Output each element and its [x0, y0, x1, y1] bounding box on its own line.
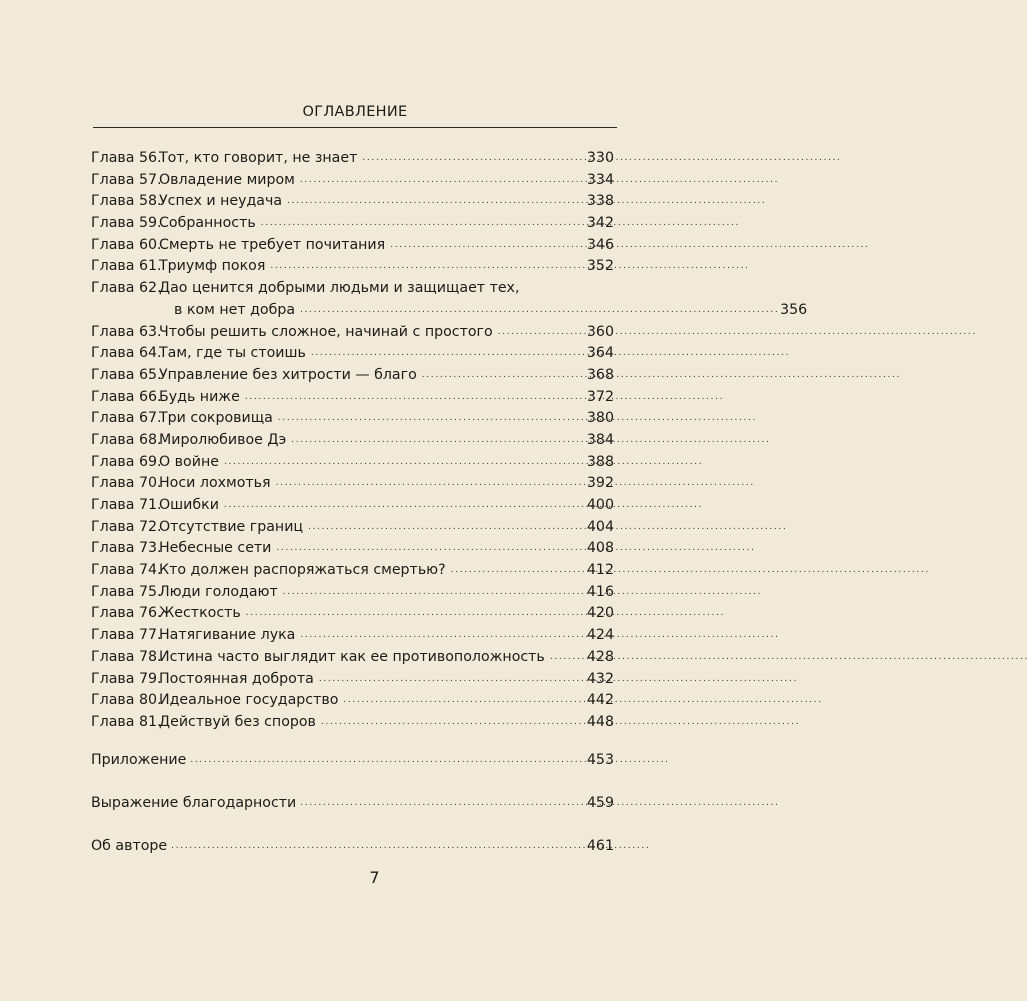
chapter-title: Триумф покоя: [159, 258, 266, 275]
toc-entry-about-author[interactable]: [91, 836, 614, 858]
chapter-label: Глава 57.: [91, 171, 162, 188]
toc-entry-67[interactable]: [91, 408, 614, 430]
page-number: 384: [586, 431, 614, 448]
chapter-title: Истина часто выглядит как ее противоположность: [159, 648, 545, 665]
page-number: 412: [586, 562, 614, 579]
page-number: 352: [586, 258, 614, 275]
chapter-title: Смерть не требует почитания: [159, 236, 386, 253]
toc-entry-66[interactable]: [91, 387, 614, 409]
dot-leader: [287, 192, 584, 206]
dot-leader: [300, 171, 584, 185]
page-number: 356: [780, 301, 808, 318]
toc-entry-64[interactable]: [91, 343, 614, 365]
chapter-title: Миролюбивое Дэ: [159, 431, 287, 448]
dot-leader: [321, 713, 584, 727]
chapter-title: О войне: [159, 453, 219, 470]
dot-leader: [278, 409, 584, 423]
chapter-label: Глава 80.: [91, 692, 162, 709]
page-number: 459: [586, 795, 614, 811]
toc-entry-61[interactable]: [91, 256, 614, 278]
chapter-title: Отсутствие границ: [159, 518, 304, 535]
page-number: 432: [586, 670, 614, 687]
section-title: Приложение: [91, 752, 187, 768]
dot-leader: [171, 837, 584, 851]
section-title: Об авторе: [91, 838, 168, 854]
chapter-title: Тот, кто говорит, не знает: [159, 150, 358, 166]
page-number: 388: [586, 453, 614, 470]
toc-entry-78[interactable]: [91, 647, 614, 669]
dot-leader: [550, 648, 584, 662]
page-number: 420: [586, 605, 614, 622]
dot-leader: [311, 344, 584, 358]
chapter-title: Люди голодают: [159, 583, 278, 600]
chapter-label: Глава 79.: [91, 670, 162, 687]
page-number: 368: [586, 366, 614, 383]
page-number: 424: [586, 627, 614, 644]
chapter-label: Глава 60.: [91, 236, 162, 253]
dot-leader: [270, 257, 584, 271]
toc-entry-80[interactable]: [91, 690, 614, 712]
section-title: Выражение благодарности: [91, 795, 297, 811]
chapter-label: Глава 69.: [91, 453, 162, 470]
chapter-title-continuation: в ком нет добра: [174, 301, 296, 318]
page-number: 448: [586, 713, 614, 730]
page-number: 428: [586, 648, 614, 665]
dot-leader: [422, 366, 584, 380]
dot-leader: [451, 561, 584, 575]
page-number: 392: [586, 475, 614, 492]
chapter-title: Действуй без споров: [159, 713, 316, 730]
chapter-label: Глава 65.: [91, 366, 162, 383]
chapter-label: Глава 64.: [91, 345, 162, 362]
chapter-label: Глава 72.: [91, 518, 162, 535]
page-number: 338: [586, 193, 614, 210]
chapter-title: Жесткость: [159, 605, 241, 622]
toc-entry-appendix[interactable]: [91, 750, 614, 772]
chapter-title: Три сокровища: [159, 410, 273, 427]
dot-leader: [343, 691, 583, 705]
chapter-label: Глава 75.: [91, 583, 162, 600]
chapter-label: Глава 76.: [91, 605, 162, 622]
page-number: 330: [586, 150, 614, 166]
toc-entry-60[interactable]: [91, 235, 614, 257]
toc-entry-79[interactable]: [91, 669, 614, 691]
toc-entry-77[interactable]: [91, 625, 614, 647]
page-number: 346: [586, 236, 614, 253]
toc-entry-57[interactable]: [91, 170, 614, 192]
toc-entry-81[interactable]: [91, 712, 614, 734]
dot-leader: [291, 431, 584, 445]
chapter-label: Глава 67.: [91, 410, 162, 427]
toc-entry-68[interactable]: [91, 430, 614, 452]
toc-entry-58[interactable]: [91, 191, 614, 213]
dot-leader: [224, 496, 584, 510]
page-number: 380: [586, 410, 614, 427]
chapter-label: Глава 66.: [91, 388, 162, 405]
page-number: 408: [586, 540, 614, 557]
dot-leader: [498, 323, 584, 337]
header-divider: [93, 127, 617, 128]
chapter-title: Успех и неудача: [159, 193, 283, 210]
chapter-title: Собранность: [159, 215, 256, 232]
page-number: 453: [586, 752, 614, 768]
page-number: 360: [586, 323, 614, 340]
chapter-label: Глава 61.: [91, 258, 162, 275]
page-number: 372: [586, 388, 614, 405]
chapter-title: Дао ценится добрыми людьми и защищает тех,: [159, 280, 520, 297]
dot-leader: [276, 539, 584, 553]
chapter-title: Постоянная доброта: [159, 670, 314, 687]
toc-entry-65[interactable]: [91, 365, 614, 387]
dot-leader: [308, 518, 584, 532]
table-of-contents: [91, 148, 808, 734]
toc-entry-73[interactable]: [91, 538, 614, 560]
chapter-label: Глава 74.: [91, 562, 162, 579]
toc-entry-75[interactable]: [91, 582, 614, 604]
toc-entry-62[interactable]: [91, 278, 808, 321]
toc-entry-69[interactable]: [91, 452, 614, 474]
chapter-label: Глава 70.: [91, 475, 162, 492]
dot-leader: [245, 388, 584, 402]
dot-leader: [246, 604, 584, 618]
dot-leader: [300, 301, 777, 315]
chapter-label: Глава 81.: [91, 713, 162, 730]
chapter-title: Идеальное государство: [159, 692, 339, 709]
chapter-label: Глава 71.: [91, 497, 162, 514]
dot-leader: [261, 214, 584, 228]
toc-entry-59[interactable]: [91, 213, 614, 235]
page-number: 400: [586, 497, 614, 514]
toc-entry-71[interactable]: [91, 495, 614, 517]
dot-leader: [300, 626, 584, 640]
page-number: 404: [586, 518, 614, 535]
dot-leader: [300, 794, 584, 808]
page-number: 364: [586, 345, 614, 362]
chapter-label: Глава 73.: [91, 540, 162, 557]
dot-leader: [276, 474, 584, 488]
chapter-title: Ошибки: [159, 497, 219, 514]
dot-leader: [190, 751, 584, 765]
chapter-title: Управление без хитрости — благо: [159, 366, 417, 383]
chapter-label: Глава 77.: [91, 627, 162, 644]
dot-leader: [319, 670, 584, 684]
page-number: 442: [586, 692, 614, 709]
toc-entry-74[interactable]: [91, 560, 614, 582]
page-number: 334: [586, 171, 614, 188]
chapter-label: Глава 58.: [91, 193, 162, 210]
dot-leader: [362, 149, 584, 163]
page-number: 416: [586, 583, 614, 600]
chapter-label: Глава 68.: [91, 431, 162, 448]
chapter-title: Носи лохмотья: [159, 475, 271, 492]
chapter-label: Глава 56.: [91, 150, 162, 166]
toc-entry-70[interactable]: [91, 473, 614, 495]
page-number: 461: [586, 838, 614, 854]
dot-leader: [283, 583, 584, 597]
chapter-title: Натягивание лука: [159, 627, 296, 644]
dot-leader: [390, 236, 584, 250]
toc-entry-76[interactable]: [91, 603, 614, 625]
toc-entry-63[interactable]: [91, 322, 614, 344]
chapter-label: Глава 62.: [91, 280, 162, 297]
chapter-title: Небесные сети: [159, 540, 272, 557]
chapter-title: Будь ниже: [159, 388, 240, 405]
page-number: 342: [586, 215, 614, 232]
dot-leader: [224, 453, 584, 467]
chapter-label: Глава 63.: [91, 323, 162, 340]
chapter-label: Глава 78.: [91, 648, 162, 665]
page-folio-number: 7: [369, 868, 380, 887]
toc-entry-56[interactable]: [91, 148, 614, 170]
toc-entry-72[interactable]: [91, 517, 614, 539]
chapter-title: Там, где ты стоишь: [159, 345, 306, 362]
toc-header-title: ОГЛАВЛЕНИЕ: [302, 104, 408, 120]
chapter-title: Кто должен распоряжаться смертью?: [159, 562, 446, 579]
chapter-label: Глава 59.: [91, 215, 162, 232]
chapter-title: Чтобы решить сложное, начинай с простого: [159, 323, 493, 340]
chapter-title: Овладение миром: [159, 171, 295, 188]
toc-entry-acknowledgements[interactable]: [91, 793, 614, 815]
